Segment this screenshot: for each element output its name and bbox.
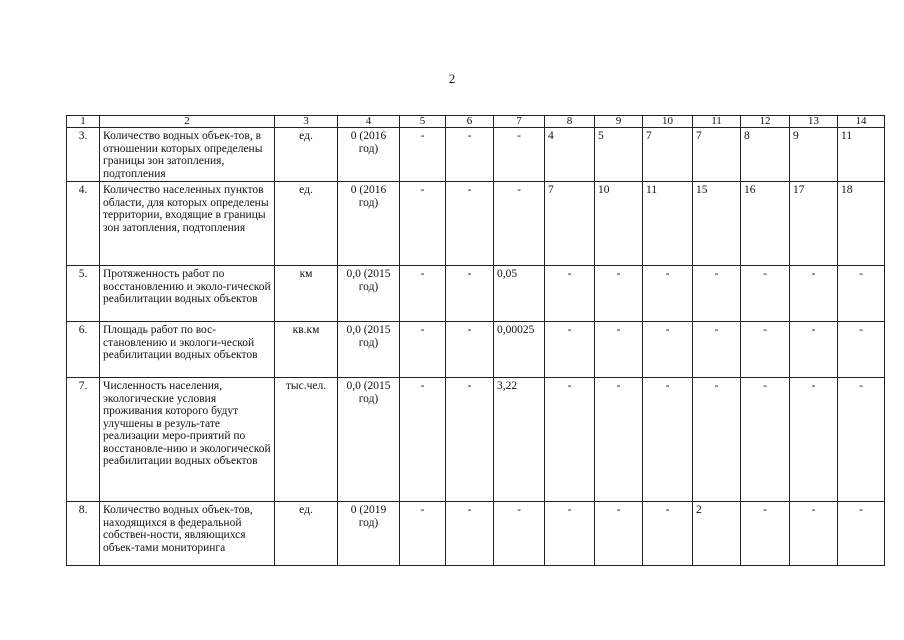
value-cell: - <box>595 378 643 502</box>
value-cell: - <box>446 502 494 566</box>
value-cell: 2 <box>693 502 741 566</box>
indicator-name: Количество водных объек-тов, находящихся в федеральной собствен-ности, являющихся объек-тами мониторинга <box>100 502 275 566</box>
value-cell: - <box>545 266 595 322</box>
header-cell: 2 <box>100 116 275 128</box>
page-number: 2 <box>448 71 456 86</box>
base-value-cell: 0,0 (2015 год) <box>338 378 400 502</box>
value-cell: 7 <box>693 128 741 182</box>
indicator-name: Количество населенных пунктов области, для которых определены территории, входящие в границы зон затопления, подтопления <box>100 182 275 266</box>
base-value-cell: 0,0 (2015 год) <box>338 266 400 322</box>
row-number: 8. <box>67 502 100 566</box>
value-cell: - <box>545 322 595 378</box>
indicator-name: Численность населения, экологические условия проживания которого будут улучшены в резуль-тате реализации меро-приятий по восстановле-нию и экологической реабилитации водных объектов <box>100 378 275 502</box>
header-cell: 11 <box>693 116 741 128</box>
value-cell: 11 <box>838 128 885 182</box>
header-cell: 6 <box>446 116 494 128</box>
base-value-cell: 0 (2016 год) <box>338 128 400 182</box>
header-cell: 5 <box>400 116 446 128</box>
value-cell: - <box>741 502 790 566</box>
indicators-table <box>66 115 885 566</box>
value-cell: 4 <box>545 128 595 182</box>
value-cell: - <box>446 128 494 182</box>
value-cell: - <box>446 322 494 378</box>
value-cell: 0,05 <box>494 266 545 322</box>
row-number: 4. <box>67 182 100 266</box>
header-cell: 4 <box>338 116 400 128</box>
value-cell: 7 <box>643 128 693 182</box>
header-cell: 10 <box>643 116 693 128</box>
indicator-name: Количество водных объек-тов, в отношении которых определены границы зон затопления, подтопления <box>100 128 275 182</box>
value-cell: - <box>446 266 494 322</box>
value-cell: - <box>595 502 643 566</box>
value-cell: - <box>545 378 595 502</box>
table-row <box>67 182 885 266</box>
row-number: 6. <box>67 322 100 378</box>
value-cell: - <box>446 182 494 266</box>
value-cell: - <box>494 182 545 266</box>
value-cell: - <box>494 128 545 182</box>
value-cell: - <box>400 266 446 322</box>
header-cell: 14 <box>838 116 885 128</box>
value-cell: - <box>741 378 790 502</box>
value-cell: - <box>400 182 446 266</box>
value-cell: 15 <box>693 182 741 266</box>
value-cell: - <box>790 378 838 502</box>
value-cell: - <box>643 322 693 378</box>
value-cell: - <box>790 266 838 322</box>
base-value-cell: 0,0 (2015 год) <box>338 322 400 378</box>
value-cell: - <box>545 502 595 566</box>
value-cell: - <box>446 378 494 502</box>
value-cell: - <box>741 322 790 378</box>
unit-cell: ед. <box>275 128 338 182</box>
value-cell: - <box>595 322 643 378</box>
header-cell: 12 <box>741 116 790 128</box>
value-cell: 16 <box>741 182 790 266</box>
value-cell: 8 <box>741 128 790 182</box>
header-cell: 7 <box>494 116 545 128</box>
unit-cell: км <box>275 266 338 322</box>
table-row <box>67 502 885 566</box>
row-number: 7. <box>67 378 100 502</box>
header-cell: 8 <box>545 116 595 128</box>
value-cell: 3,22 <box>494 378 545 502</box>
unit-cell: ед. <box>275 502 338 566</box>
table-row <box>67 322 885 378</box>
value-cell: - <box>643 266 693 322</box>
header-cell: 1 <box>67 116 100 128</box>
value-cell: 5 <box>595 128 643 182</box>
value-cell: - <box>790 322 838 378</box>
value-cell: - <box>400 322 446 378</box>
value-cell: - <box>838 502 885 566</box>
table-row <box>67 378 885 502</box>
value-cell: - <box>643 378 693 502</box>
value-cell: - <box>693 378 741 502</box>
indicator-name: Площадь работ по вос-становлению и экологи-ческой реабилитации водных объектов <box>100 322 275 378</box>
value-cell: - <box>838 378 885 502</box>
row-number: 3. <box>67 128 100 182</box>
value-cell: - <box>595 266 643 322</box>
value-cell: - <box>741 266 790 322</box>
value-cell: 0,00025 <box>494 322 545 378</box>
table-row <box>67 128 885 182</box>
value-cell: - <box>693 266 741 322</box>
header-row <box>67 116 885 128</box>
value-cell: - <box>838 266 885 322</box>
value-cell: 9 <box>790 128 838 182</box>
value-cell: - <box>693 322 741 378</box>
unit-cell: тыс.чел. <box>275 378 338 502</box>
row-number: 5. <box>67 266 100 322</box>
value-cell: 18 <box>838 182 885 266</box>
header-cell: 13 <box>790 116 838 128</box>
header-cell: 3 <box>275 116 338 128</box>
unit-cell: ед. <box>275 182 338 266</box>
value-cell: - <box>838 322 885 378</box>
value-cell: 17 <box>790 182 838 266</box>
value-cell: - <box>400 128 446 182</box>
base-value-cell: 0 (2019 год) <box>338 502 400 566</box>
table-row <box>67 266 885 322</box>
indicator-name: Протяженность работ по восстановлению и эколо-гической реабилитации водных объектов <box>100 266 275 322</box>
value-cell: 7 <box>545 182 595 266</box>
value-cell: - <box>400 378 446 502</box>
value-cell: - <box>400 502 446 566</box>
value-cell: - <box>790 502 838 566</box>
base-value-cell: 0 (2016 год) <box>338 182 400 266</box>
value-cell: - <box>494 502 545 566</box>
value-cell: 11 <box>643 182 693 266</box>
header-cell: 9 <box>595 116 643 128</box>
value-cell: 10 <box>595 182 643 266</box>
unit-cell: кв.км <box>275 322 338 378</box>
value-cell: - <box>643 502 693 566</box>
